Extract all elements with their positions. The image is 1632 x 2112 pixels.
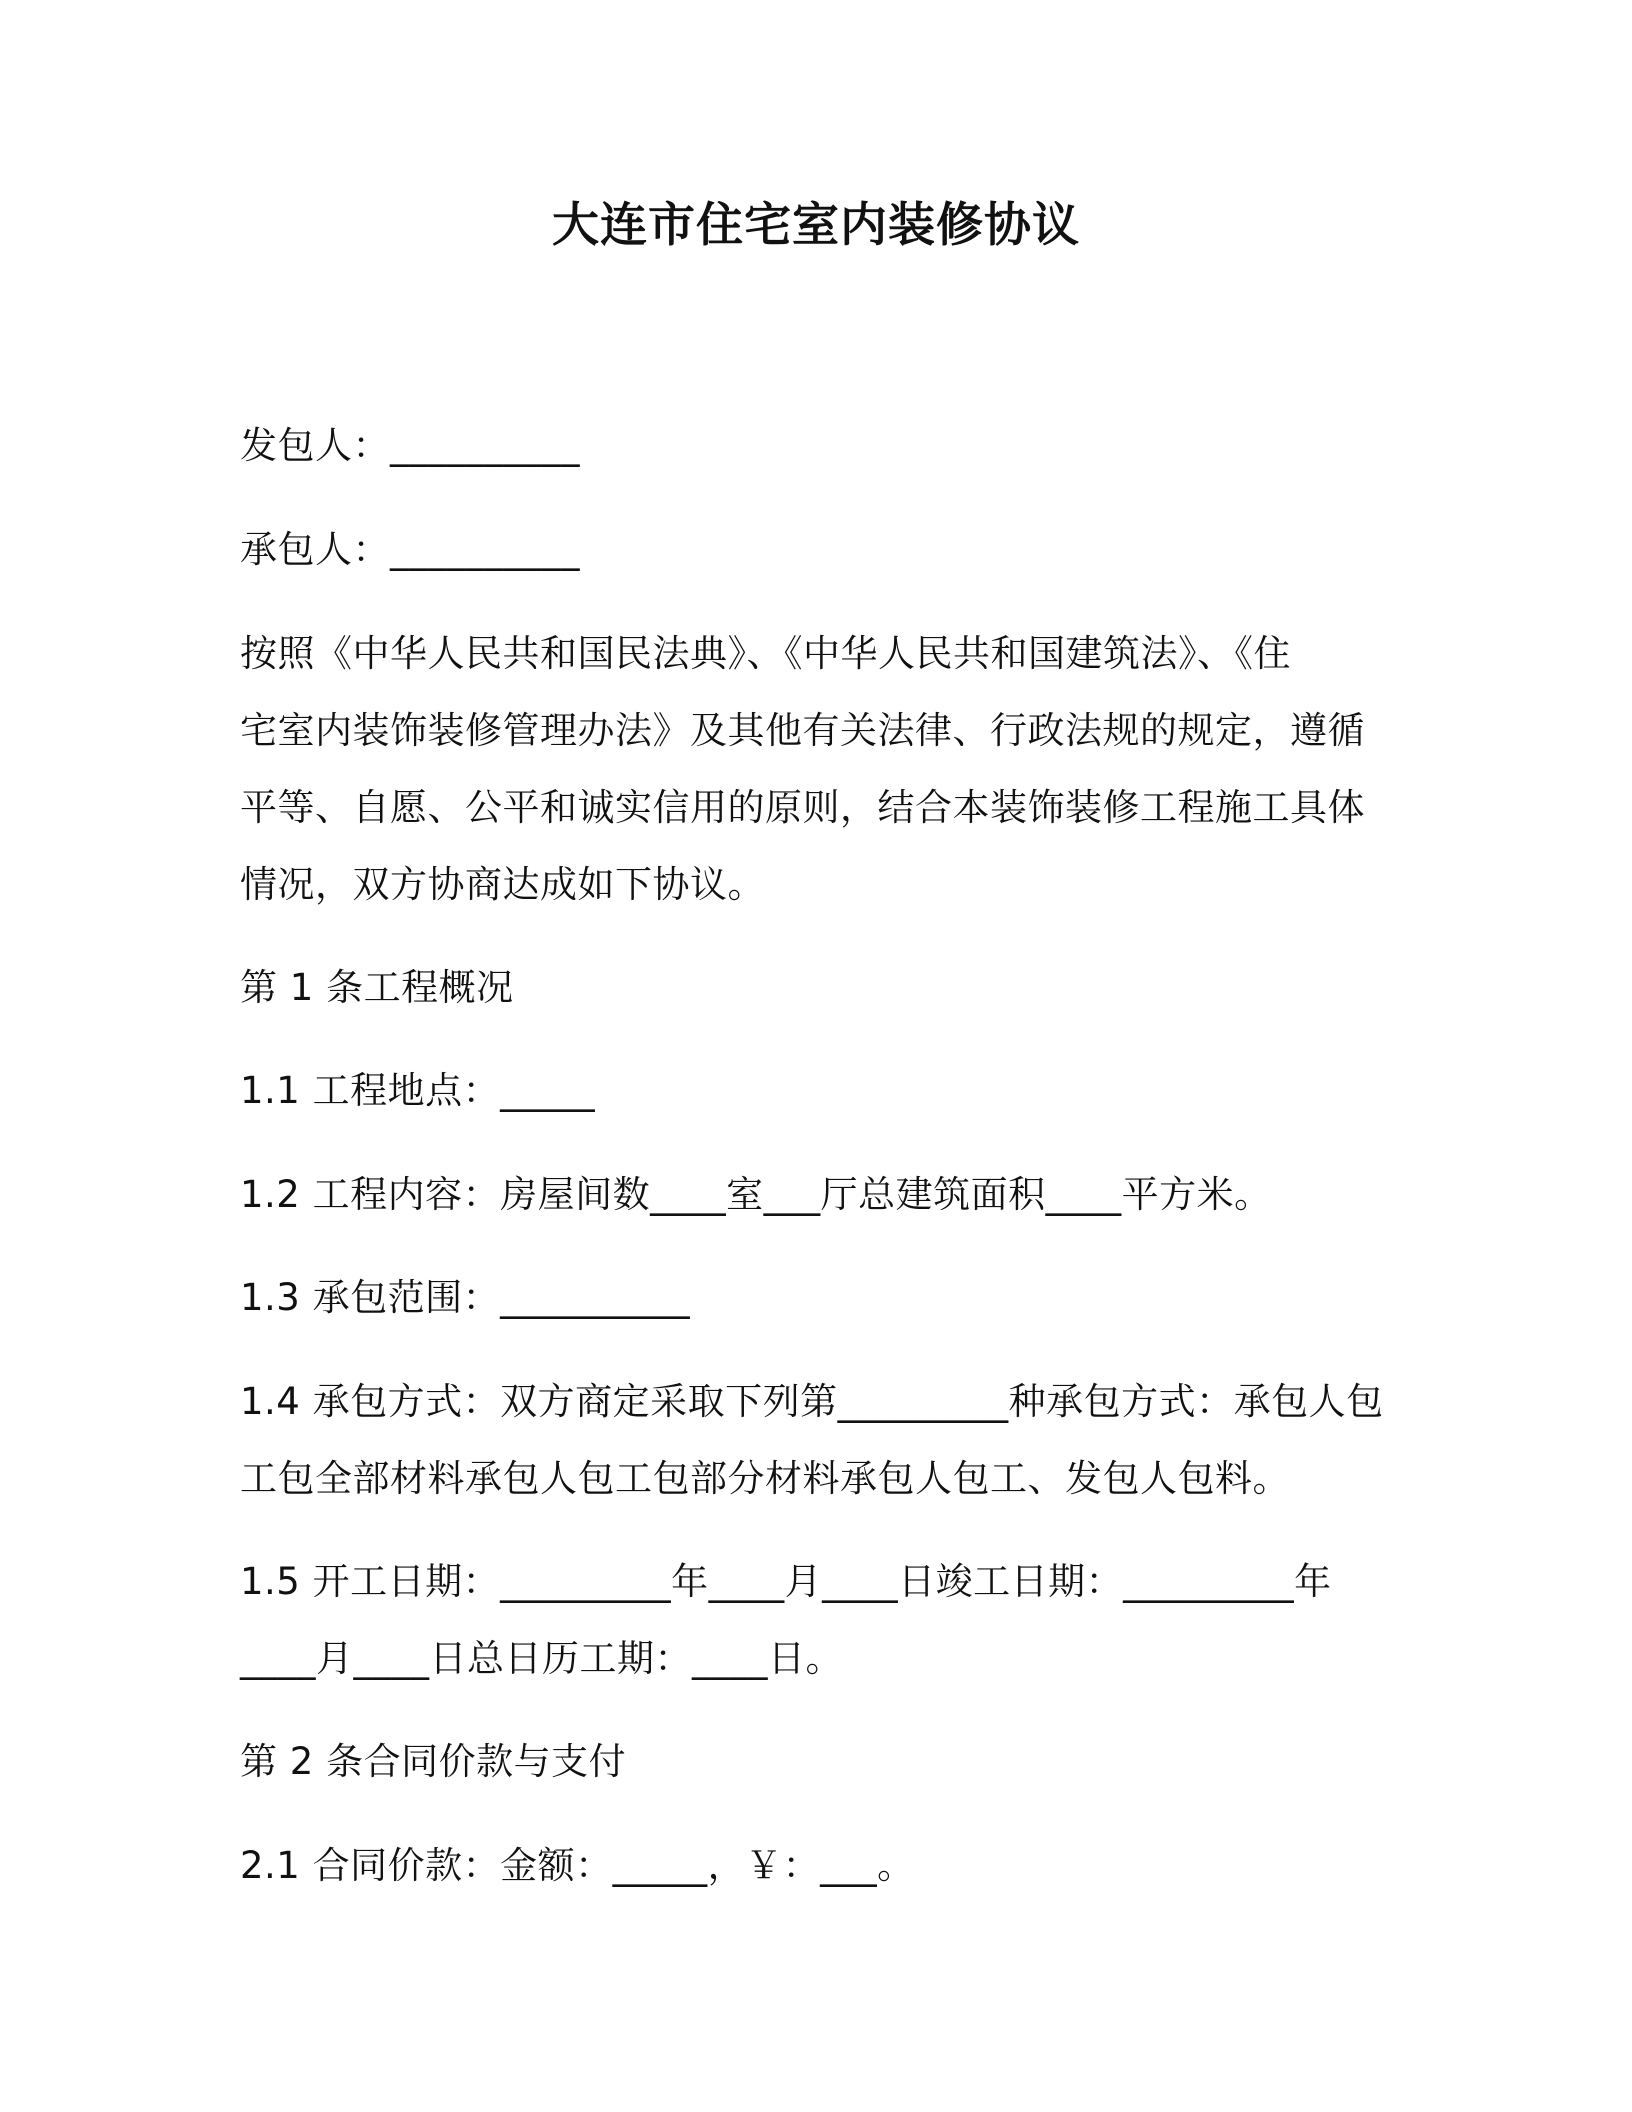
clause-1-4-line-2: 工包全部材料承包人包工包部分材料承包人包工、发包人包料。 [240,1457,1290,1500]
article-2-heading: 第 2 条合同价款与支付 [240,1740,627,1783]
clause-1-5-line-1: 1.5 开工日期：_________年____月____日竣工日期：_________年 [240,1560,1332,1603]
preamble-line-4: 情况，双方协商达成如下协议。 [240,863,765,906]
preamble-line-3: 平等、自愿、公平和诚实信用的原则，结合本装饰装修工程施工具体 [240,786,1365,829]
document-title: 大连市住宅室内装修协议 [552,198,1080,253]
clause-1-2: 1.2 工程内容：房屋间数____室___厅总建筑面积____平方米。 [240,1173,1272,1216]
contractor-line: 承包人：__________ [240,528,580,571]
clause-1-4-line-1: 1.4 承包方式：双方商定采取下列第_________种承包方式：承包人包 [240,1380,1384,1423]
preamble-line-1: 按照《中华人民共和国民法典》、《中华人民共和国建筑法》、《住 [240,632,1291,675]
employer-line: 发包人：__________ [240,424,580,467]
article-1-heading: 第 1 条工程概况 [240,966,514,1009]
clause-1-5-line-2: ____月____日总日历工期：____日。 [240,1637,843,1680]
preamble-line-2: 宅室内装饰装修管理办法》及其他有关法律、行政法规的规定，遵循 [240,709,1365,752]
clause-1-3: 1.3 承包范围：__________ [240,1276,691,1319]
clause-2-1: 2.1 合同价款：金额：_____，￥：___。 [240,1844,915,1887]
clause-1-1: 1.1 工程地点：_____ [240,1069,596,1112]
